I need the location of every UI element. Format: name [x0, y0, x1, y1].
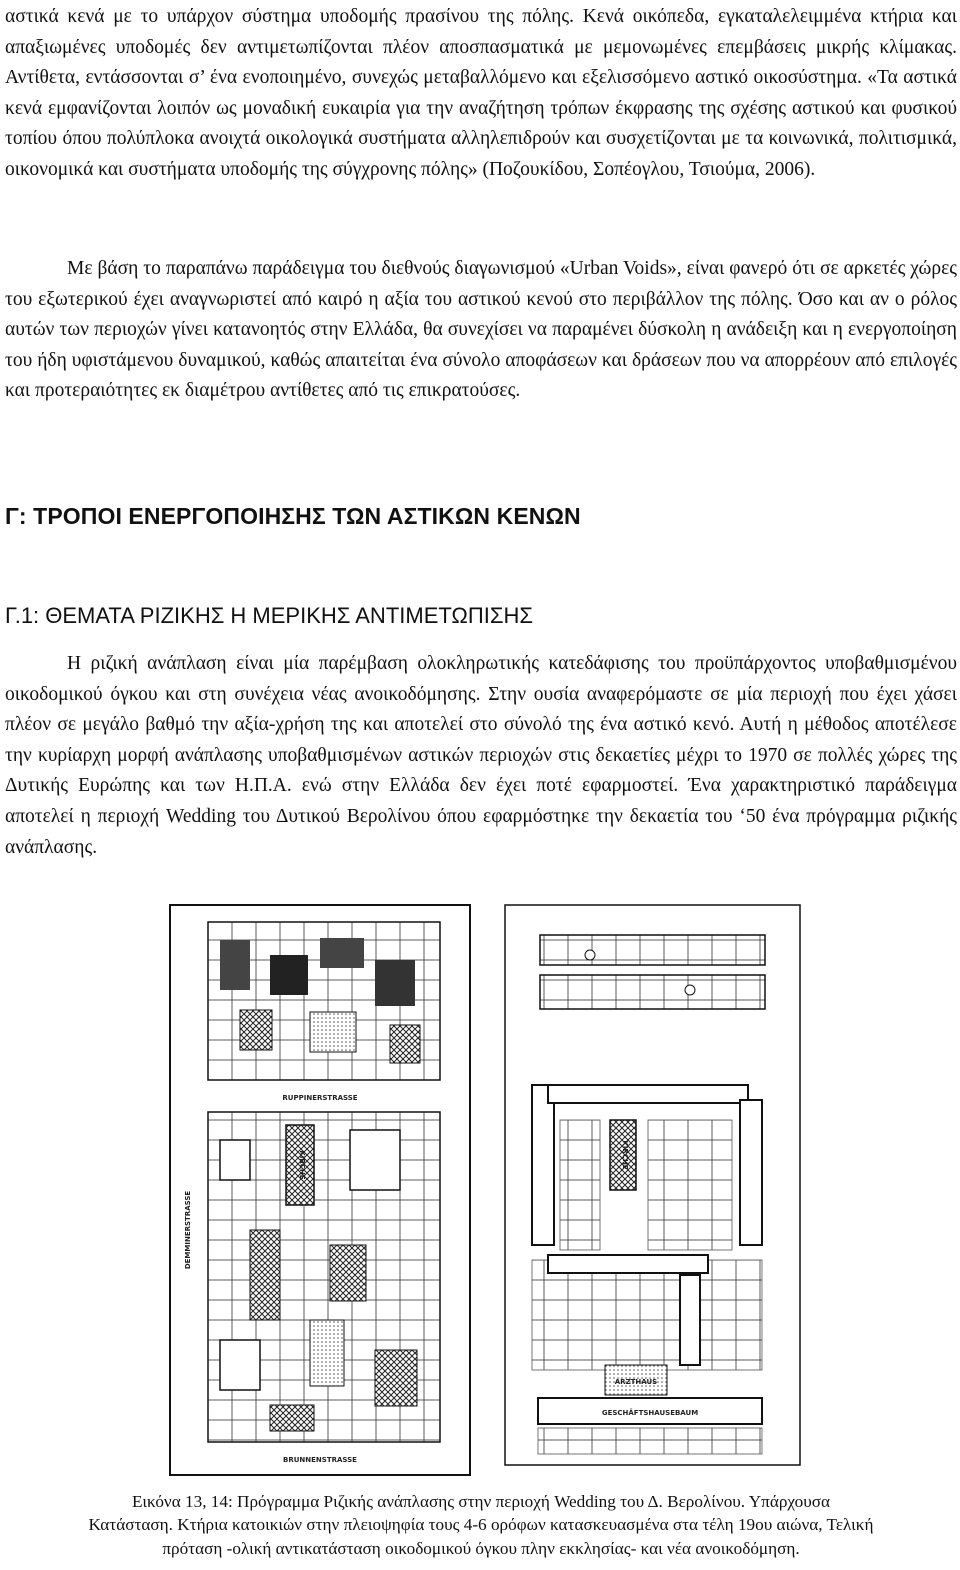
final-proposal-plan	[505, 905, 800, 1465]
map-label-arzthaus: ARZTHAUS	[614, 1378, 658, 1386]
street-label-demminerstrasse: DEMMINERSTRASSE	[184, 1190, 192, 1270]
body-paragraph-2: Με βάση το παραπάνω παράδειγμα του διεθνούς διαγωνισμού «Urban Voids», είναι φανερό ότι σε αρκετές χώρες του εξωτερικού έχει αναγνωριστεί από καιρό η αξία του αστικού κενού στο περιβάλλον της πόλης. Όσο και αν ο ρόλος αυτών των περιοχών γίνει κατανοητός στην Ελλάδα, θα συνεχίσει να παραμένει δύσκολη η ανάδειξη και η ενεργοποίηση του ήδη υφιστάμενου δυναμικού, καθώς απαιτείται ένα σύνολο αποφάσεων και δράσεων που να απορρέουν από επιλογές και προτεραιότητες εκ διαμέτρου αντίθετες από τις επικρατούσες.	[5, 258, 957, 402]
figure-site-plans	[160, 900, 805, 1480]
subsection-heading: Γ.1: ΘΕΜΑΤΑ ΡΙΖΙΚΗΣ Η ΜΕΡΙΚΗΣ ΑΝΤΙΜΕΤΩΠΙΣΗΣ	[5, 603, 533, 628]
site-plans-image	[160, 900, 805, 1480]
street-label-ruppinerstrasse: RUPPINERSTRASSE	[282, 1094, 358, 1102]
map-label-geschaeftshausebau: GESCHÄFTSHAUSEBAUM	[601, 1409, 699, 1417]
section-heading: Γ: ΤΡΟΠΟΙ ΕΝΕΡΓΟΠΟΙΗΣΗΣ ΤΩΝ ΑΣΤΙΚΩΝ ΚΕΝΩΝ	[5, 503, 581, 529]
body-paragraph-1: αστικά κενά με το υπάρχον σύστημα υποδομής πρασίνου της πόλης. Κενά οικόπεδα, εγκαταλελειμμένα κτήρια και απαξιωμένες υποδομές δεν αντιμετωπίζονται πλέον αποσπασματικά με μεμονωμένες επεμβάσεις μικρής κλίμακας. Αντίθετα, εντάσσονται σ’ ένα ενοποιημένο, συνεχώς μεταβαλλόμενο και εξελισσόμενο αστικό οικοσύστημα. «Τα αστικά κενά εμφανίζονται λοιπόν ως μοναδική ευκαιρία για την αναζήτηση τρόπων έκφρασης της σχέσης αστικού και φυσικού τοπίου όπου πολύπλοκα ανοιχτά οικολογικά συστήματα αλληλεπιδρούν και συσχετίζονται με τα κοινωνικά, πολιτισμικά, οικονομικά και συστήματα υποδομής της σύγχρονης πόλης» (Ποζουκίδου, Σοπέογλου, Τσιούμα, 2006).	[5, 6, 957, 180]
existing-state-plan	[170, 905, 470, 1475]
caption-line-1: Εικόνα 13, 14: Πρόγραμμα Ριζικής ανάπλασης στην περιοχή Wedding του Δ. Βερολίνου. Υπάρχουσα	[131, 1492, 831, 1511]
caption-line-3: πρόταση -ολική αντικατάσταση οικοδομικού όγκου πλην εκκλησίας- και νέα ανοικοδόμηση.	[162, 1538, 800, 1558]
street-label-brunnenstrasse: BRUNNENSTRASSE	[283, 1456, 357, 1464]
body-paragraph-3: Η ριζική ανάπλαση είναι μία παρέμβαση ολοκληρωτικής κατεδάφισης του προϋπάρχοντος υποβαθμισμένου οικοδομικού όγκου και στη συνέχεια νέας ανοικοδόμησης. Στην ουσία αναφερόμαστε σε μία περιοχή που έχει χάσει πλέον σε μεγάλο βαθμό την αξία-χρήση της και αποτελεί στο σύνολό της ένα αστικό κενό. Αυτή η μέθοδος αποτέλεσε την κυρίαρχη μορφή ανάπλασης υποβαθμισμένων αστικών περιοχών στις δεκαετίες μέχρι το 1970 σε πολλές χώρες της Δυτικής Ευρώπης και των Η.Π.Α. ενώ στην Ελλάδα δεν έχει ποτέ εφαρμοστεί. Ένα χαρακτηριστικό παράδειγμα αποτελεί η περιοχή Wedding του Δυτικού Βερολίνου όπου εφαρμόστηκε την δεκαετία του ‘50 ένα πρόγραμμα ριζικής ανάπλασης.	[5, 653, 957, 858]
map-label-kirche-left: KIRCHE	[298, 1150, 306, 1180]
map-label-kirche-right: KIRCHE	[621, 1140, 629, 1170]
caption-line-2: Κατάσταση. Κτήρια κατοικιών στην πλειοψηφία τους 4-6 ορόφων κατασκευασμένα στα τέλη 19ου αιώνα, Τελική	[88, 1515, 874, 1535]
figure-caption	[5, 1490, 957, 1560]
